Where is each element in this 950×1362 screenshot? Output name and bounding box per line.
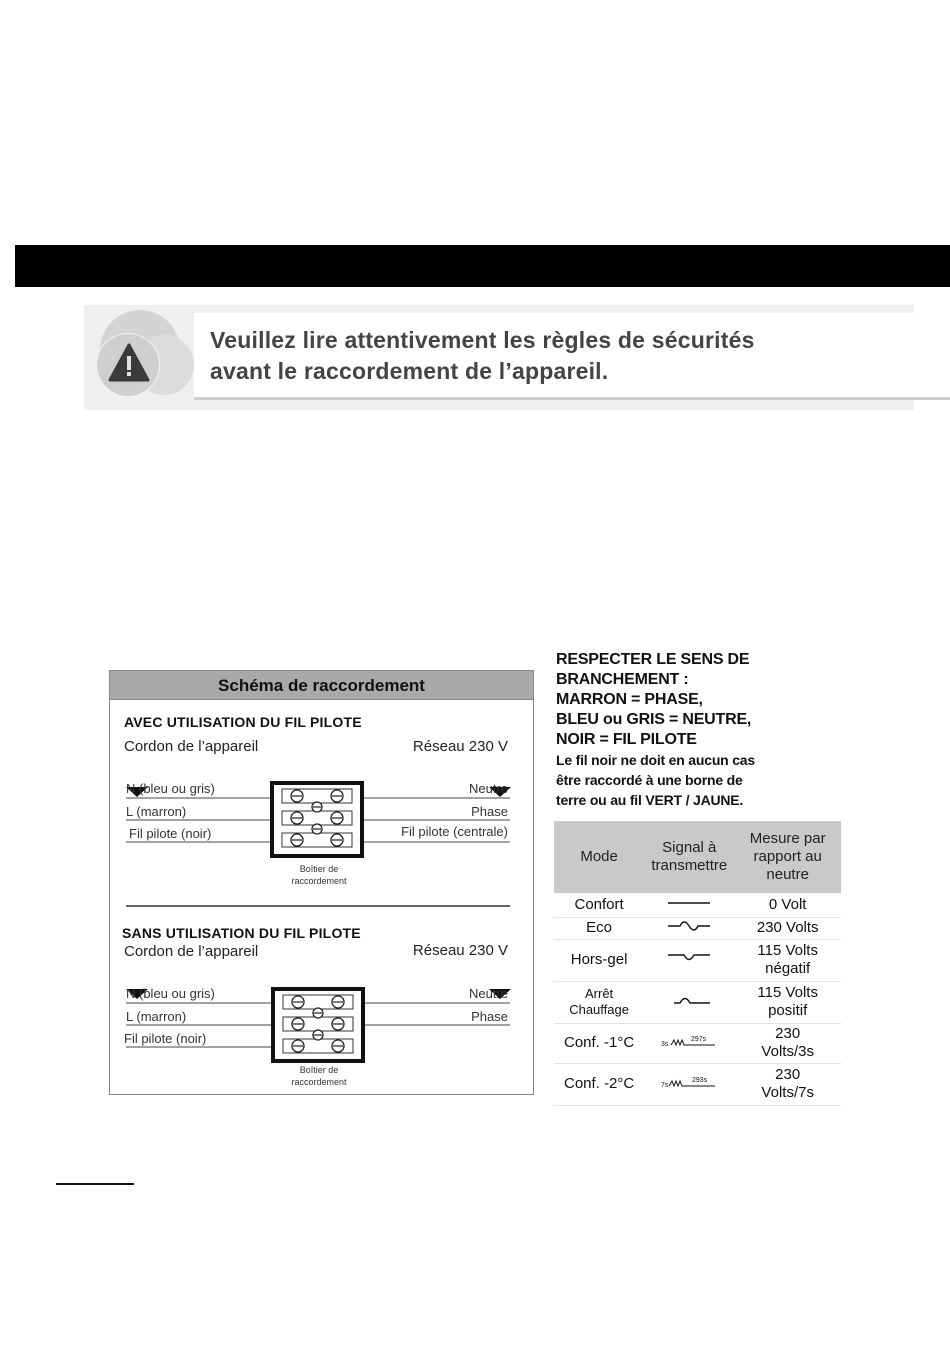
cell-mode: Hors-gel (554, 939, 644, 981)
instruction-warning-line: terre ou au fil VERT / JAUNE. (556, 792, 744, 808)
section-header-bar (15, 245, 950, 287)
network-label-pilot: Fil pilote (centrale) (401, 824, 508, 839)
table-row (554, 917, 841, 939)
cell-signal (644, 981, 734, 1023)
instruction-warning-line: Le fil noir ne doit en aucun cas (556, 752, 755, 768)
box-caption-line-2: raccordement (291, 876, 347, 886)
col-header-signal (644, 821, 734, 893)
pulse-3s-icon (659, 1033, 719, 1049)
box-caption-line-1: Boîtier de (299, 1065, 339, 1075)
cell-mesure-line-2: négatif (765, 960, 811, 977)
cell-mesure (734, 1023, 841, 1063)
cell-mesure (734, 1063, 841, 1105)
cell-signal (644, 939, 734, 981)
section1-right-header: Réseau 230 V (412, 738, 508, 755)
instruction-line: NOIR = FIL PILOTE (556, 731, 697, 748)
col-header-signal-line-2: transmettre (651, 857, 728, 874)
negative-half-sine-icon (666, 950, 712, 966)
warning-text (210, 325, 755, 387)
box-caption (279, 1064, 359, 1088)
cell-mode-line-2: Chauffage (569, 1002, 629, 1017)
table-header-row (554, 821, 841, 893)
instruction-line: BLEU ou GRIS = NEUTRE, (556, 711, 752, 728)
col-header-mesure-line-1: Mesure par (749, 830, 826, 847)
diagram-title: Schéma de raccordement (110, 671, 533, 700)
full-sine-icon (666, 918, 712, 934)
table-row (554, 1023, 841, 1063)
network-label-neutral: Neutre (468, 986, 508, 1001)
col-header-mesure-line-3: neutre (766, 866, 809, 883)
wire-label-phase: L (marron) (126, 1009, 187, 1024)
cell-mesure: 230 Volts (734, 917, 841, 939)
cell-mesure-line-1: 115 Volts (757, 942, 818, 959)
cell-mesure-line-2: Volts/3s (761, 1043, 814, 1060)
cell-mode: Conf. -1°C (554, 1023, 644, 1063)
warning-line-2: avant le raccordement de l’appareil. (210, 358, 609, 384)
section1-heading: AVEC UTILISATION DU FIL PILOTE (124, 714, 362, 730)
terminal-block-icon (272, 783, 362, 856)
table-row (554, 893, 841, 917)
table-row (554, 981, 841, 1023)
instruction-warning-line: être raccordé à une borne de (556, 772, 743, 788)
cell-mode: Eco (554, 917, 644, 939)
cell-signal (644, 1063, 734, 1105)
cell-mesure (734, 981, 841, 1023)
col-header-mesure-line-2: rapport au (753, 848, 822, 865)
network-label-phase: Phase (471, 804, 508, 819)
section2-right-header: Réseau 230 V (412, 942, 508, 959)
pulse-7s-icon (659, 1074, 719, 1090)
terminal-block-icon (273, 989, 363, 1061)
col-header-mode: Mode (554, 821, 644, 893)
network-label-phase: Phase (471, 1009, 508, 1024)
section2-left-header: Cordon de l’appareil (124, 943, 259, 960)
section1-left-header: Cordon de l’appareil (124, 738, 259, 755)
flat-line-icon (666, 897, 712, 909)
cell-mode: Confort (554, 893, 644, 917)
wire-label-neutral: N (bleu ou gris) (126, 781, 215, 796)
safety-warning-banner (84, 305, 914, 410)
warning-line-1: Veuillez lire attentivement les règles de sécurités (210, 327, 755, 353)
cell-mesure: 0 Volt (734, 893, 841, 917)
instruction-line: BRANCHEMENT : (556, 671, 689, 688)
pulse-left-label: 3s (661, 1040, 669, 1048)
wire-label-pilot: Fil pilote (noir) (124, 1031, 207, 1046)
pulse-right-label: 293s (692, 1076, 708, 1084)
wiring-diagram (109, 670, 534, 1095)
cell-signal (644, 1023, 734, 1063)
box-caption-line-1: Boîtier de (299, 864, 339, 874)
cell-mode (554, 981, 644, 1023)
cell-mesure-line-2: Volts/7s (761, 1084, 814, 1101)
cell-mode-line-1: Arrêt (585, 986, 614, 1001)
cell-mode: Conf. -2°C (554, 1063, 644, 1105)
table-row (554, 939, 841, 981)
warning-triangle-icon (108, 343, 150, 383)
note-underline (56, 1183, 134, 1185)
cell-mesure-line-1: 115 Volts (757, 984, 818, 1001)
col-header-signal-line-1: Signal à (662, 839, 717, 856)
network-label-neutral: Neutre (468, 781, 508, 796)
section2-heading: SANS UTILISATION DU FIL PILOTE (122, 925, 361, 941)
cell-signal (644, 893, 734, 917)
wiring-instructions (556, 650, 856, 810)
cell-signal (644, 917, 734, 939)
cell-mesure-line-2: positif (768, 1002, 808, 1019)
wire-label-neutral: N (bleu ou gris) (126, 986, 215, 1001)
instruction-line: MARRON = PHASE, (556, 691, 703, 708)
box-caption-line-2: raccordement (291, 1077, 347, 1087)
wire-label-phase: L (marron) (126, 804, 187, 819)
cell-mesure-line-1: 230 (775, 1025, 801, 1042)
cell-mesure-line-1: 230 (775, 1066, 801, 1083)
table-row (554, 1063, 841, 1105)
pilot-signal-table (554, 821, 841, 1106)
pulse-left-label: 7s (661, 1081, 669, 1089)
col-header-mesure (734, 821, 841, 893)
cell-mesure (734, 939, 841, 981)
box-caption (279, 863, 359, 887)
wire-label-pilot: Fil pilote (noir) (129, 826, 212, 841)
positive-half-sine-icon (666, 992, 712, 1008)
instruction-line: RESPECTER LE SENS DE (556, 651, 750, 668)
pulse-right-label: 297s (691, 1035, 707, 1043)
